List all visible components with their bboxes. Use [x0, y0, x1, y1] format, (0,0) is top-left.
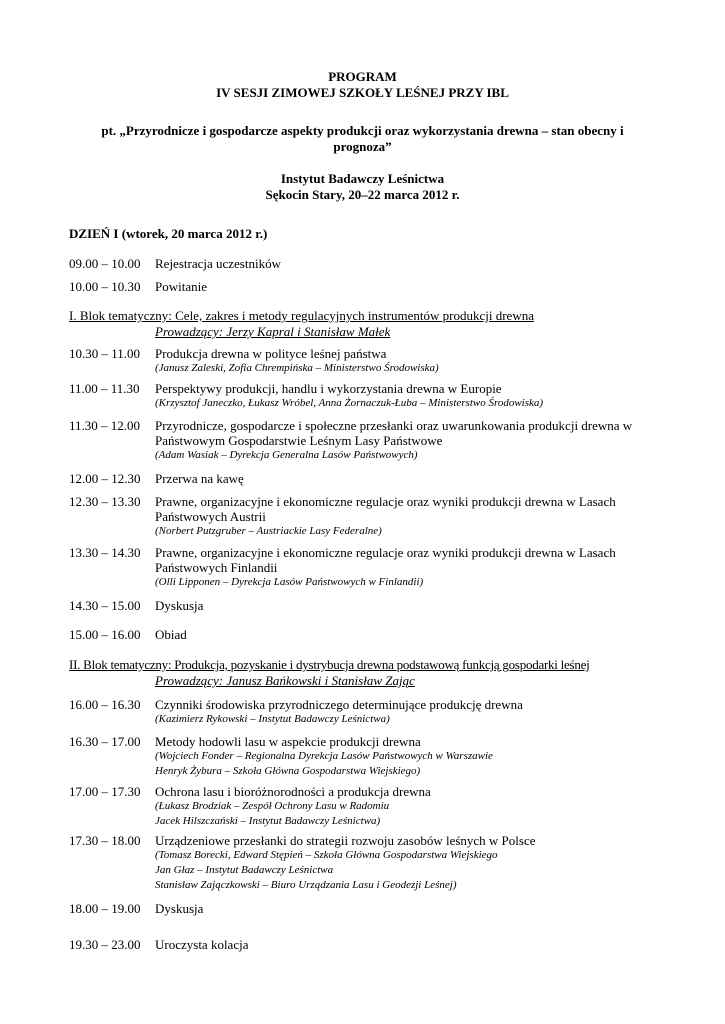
schedule-entry	[155, 734, 650, 779]
schedule-time: 11.00 – 11.30	[69, 381, 140, 396]
institute-name: Instytut Badawczy Leśnictwa	[280, 171, 445, 186]
schedule-entry	[155, 471, 650, 486]
schedule-time: 09.00 – 10.00	[69, 256, 141, 271]
schedule-title: Dyskusja	[155, 901, 204, 916]
schedule-time: 19.30 – 23.00	[69, 937, 141, 952]
block-1-title: I. Blok tematyczny: Cele, zakres i metody regulacyjnych instrumentów produkcji drewna	[69, 308, 534, 323]
schedule-entry	[155, 901, 650, 916]
schedule-speakers: (Kazimierz Rykowski – Instytut Badawczy Leśnictwa)	[155, 713, 390, 725]
schedule-speakers: (Janusz Zaleski, Zofia Chrempińska – Ministerstwo Środowiska)	[155, 362, 439, 374]
schedule-entry	[155, 598, 650, 613]
schedule-speakers: (Wojciech Fonder – Regionalna Dyrekcja Lasów Państwowych w Warszawie	[155, 750, 493, 762]
schedule-time: 17.00 – 17.30	[69, 784, 141, 799]
schedule-speakers: (Adam Wasiak – Dyrekcja Generalna Lasów Państwowych)	[155, 449, 418, 461]
schedule-time: 16.30 – 17.00	[69, 734, 141, 749]
schedule-speakers: (Olli Lipponen – Dyrekcja Lasów Państwowych w Finlandii)	[155, 576, 424, 588]
schedule-title: Perspektywy produkcji, handlu i wykorzystania drewna w Europie	[155, 381, 502, 396]
schedule-time: 15.00 – 16.00	[69, 627, 141, 642]
schedule-title: Obiad	[155, 627, 187, 642]
schedule-time: 14.30 – 15.00	[69, 598, 141, 613]
schedule-speakers: (Tomasz Borecki, Edward Stępień – Szkoła Główna Gospodarstwa Wiejskiego	[155, 849, 498, 861]
schedule-title: Powitanie	[155, 279, 207, 294]
schedule-speakers: Stanisław Zajączkowski – Biuro Urządzania Lasu i Geodezji Leśnej)	[155, 879, 457, 891]
schedule-entry	[155, 381, 650, 411]
schedule-speakers: Henryk Żybura – Szkoła Główna Gospodarstwa Wiejskiego)	[155, 765, 421, 777]
schedule-title: Prawne, organizacyjne i ekonomiczne regulacje oraz wyniki produkcji drewna w Lasach Państwowych Austrii	[155, 494, 616, 524]
schedule-speakers: Jan Głaz – Instytut Badawczy Leśnictwa	[155, 864, 334, 876]
schedule-time: 12.30 – 13.30	[69, 494, 141, 509]
schedule-title: Metody hodowli lasu w aspekcie produkcji drewna	[155, 734, 421, 749]
schedule-time: 13.30 – 14.30	[69, 545, 141, 560]
schedule-title: Rejestracja uczestników	[155, 256, 281, 271]
place-date: Sękocin Stary, 20–22 marca 2012 r.	[265, 187, 460, 202]
schedule-speakers: Jacek Hilszczański – Instytut Badawczy Leśnictwa)	[155, 815, 381, 827]
schedule-time: 17.30 – 18.00	[69, 833, 141, 848]
schedule-title: Uroczysta kolacja	[155, 937, 249, 952]
schedule-entry	[155, 346, 650, 376]
schedule-title: Przerwa na kawę	[155, 471, 244, 486]
schedule-entry	[155, 279, 650, 294]
schedule-entry	[155, 418, 650, 463]
block-2-header	[69, 657, 659, 689]
schedule-title: Dyskusja	[155, 598, 204, 613]
schedule-time: 12.00 – 12.30	[69, 471, 141, 486]
schedule-title: Ochrona lasu i bioróżnorodności a produkcja drewna	[155, 784, 431, 799]
block-1-header	[69, 308, 659, 340]
schedule-speakers: (Krzysztof Janeczko, Łukasz Wróbel, Anna Żornaczuk-Łuba – Ministerstwo Środowiska)	[155, 397, 544, 409]
schedule-title: Produkcja drewna w polityce leśnej państwa	[155, 346, 387, 361]
schedule-title: Przyrodnicze, gospodarcze i społeczne przesłanki oraz uwarunkowania produkcji drewna w Państwowym Gospodarstwie Leśnym Lasy Państwowe	[155, 418, 633, 448]
day-heading: DZIEŃ I (wtorek, 20 marca 2012 r.)	[69, 226, 268, 241]
topic-title: pt. „Przyrodnicze i gospodarcze aspekty produkcji oraz wykorzystania drewna – stan obecny i prognoza”	[101, 123, 624, 154]
schedule-entry	[155, 494, 650, 539]
schedule-entry	[155, 256, 650, 271]
schedule-entry	[155, 937, 650, 952]
schedule-time: 16.00 – 16.30	[69, 697, 141, 712]
block-1-leaders: Prowadzący: Jerzy Kapral i Stanisław Małek	[155, 324, 391, 339]
schedule-title: Czynniki środowiska przyrodniczego determinujące produkcję drewna	[155, 697, 523, 712]
schedule-speakers: (Łukasz Brodziak – Zespół Ochrony Lasu w Radomiu	[155, 800, 390, 812]
schedule-title: Urządzeniowe przesłanki do strategii rozwoju zasobów leśnych w Polsce	[155, 833, 536, 848]
schedule-entry	[155, 697, 650, 727]
schedule-entry	[155, 627, 650, 642]
block-2-leaders: Prowadzący: Janusz Bańkowski i Stanisław Zając	[155, 673, 415, 688]
schedule-time: 11.30 – 12.00	[69, 418, 141, 433]
schedule-time: 18.00 – 19.00	[69, 901, 141, 916]
session-title: IV SESJI ZIMOWEJ SZKOŁY LEŚNEJ PRZY IBL	[216, 85, 509, 100]
schedule-entry	[155, 545, 650, 590]
schedule-title: Prawne, organizacyjne i ekonomiczne regulacje oraz wyniki produkcji drewna w Lasach Państwowych Finlandii	[155, 545, 616, 575]
schedule-speakers: (Norbert Putzgruber – Austriackie Lasy Federalne)	[155, 525, 382, 537]
schedule-time: 10.30 – 11.00	[69, 346, 141, 361]
block-2-title: II. Blok tematyczny: Produkcja, pozyskanie i dystrybucja drewna podstawową funkcją gospodarki leśnej	[69, 657, 590, 672]
schedule-entry	[155, 784, 650, 829]
program-heading: PROGRAM	[328, 69, 397, 84]
schedule-time: 10.00 – 10.30	[69, 279, 141, 294]
schedule-entry	[155, 833, 650, 893]
